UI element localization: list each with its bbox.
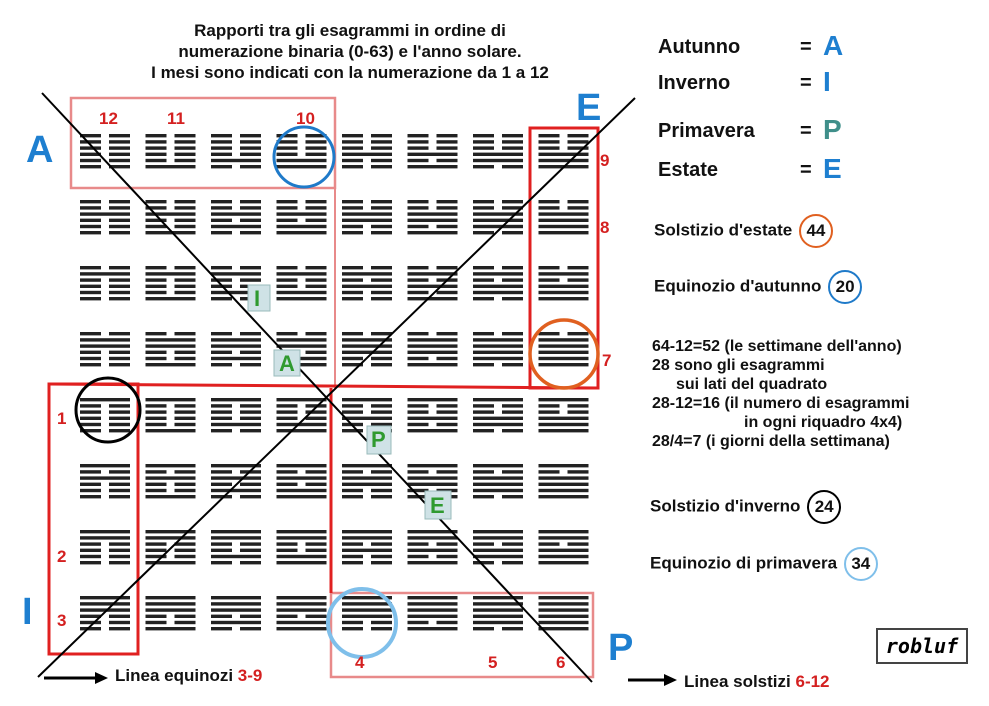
legend-eq: = [800, 159, 812, 181]
hexagram [408, 134, 458, 168]
hexagram [408, 596, 458, 630]
hexagram [146, 332, 196, 366]
label-range: 3-9 [237, 666, 263, 685]
hexagram [277, 530, 327, 564]
hexagram [211, 398, 261, 432]
legend-eq: = [800, 120, 812, 142]
hexagram [277, 134, 327, 168]
event-solstizio-inverno [650, 490, 841, 524]
hexagram [539, 266, 589, 300]
hexagram [211, 332, 261, 366]
hexagram [473, 332, 523, 366]
hexagram [277, 266, 327, 300]
hexagram [277, 596, 327, 630]
circle-24 [76, 378, 140, 442]
hexagram [539, 332, 589, 366]
legend-eq: = [800, 72, 812, 94]
hexagram [80, 530, 130, 564]
event-solstizio-estate [654, 214, 833, 248]
month-1: 1 [57, 409, 67, 428]
note-line: 64-12=52 (le settimane dell'anno) [652, 338, 902, 355]
legend-letter: E [823, 153, 842, 184]
hexagram [146, 596, 196, 630]
hexagram [211, 134, 261, 168]
hexagram [80, 464, 130, 498]
legend-estate [658, 153, 842, 184]
legend-letter: P [823, 114, 842, 145]
legend-eq: = [800, 36, 812, 58]
hexagram [342, 596, 392, 630]
event-number: 24 [807, 490, 841, 524]
month-12: 12 [99, 109, 118, 128]
diagram-title [90, 20, 610, 83]
event-equinozio-primavera [650, 547, 878, 581]
month-10: 10 [296, 109, 315, 128]
legend-name: Estate [658, 159, 719, 181]
title-line-1: Rapporti tra gli esagrammi in ordine di [194, 21, 506, 40]
hexagram [539, 530, 589, 564]
note-line: in ogni riquadro 4x4) [744, 414, 903, 431]
hexagram [342, 530, 392, 564]
title-line-3: I mesi sono indicati con la numerazione da 1 a 12 [151, 63, 549, 82]
hexagram [342, 464, 392, 498]
hexagram [277, 200, 327, 234]
hexagram [80, 200, 130, 234]
label-linea-solstizi [684, 672, 830, 692]
note-line: sui lati del quadrato [676, 376, 828, 393]
hexagram [408, 398, 458, 432]
label-linea-equinozi [115, 666, 262, 686]
hexagram [408, 332, 458, 366]
legend-letter: A [823, 30, 844, 61]
hexagram [342, 200, 392, 234]
hexagram [80, 332, 130, 366]
hexagram [539, 464, 589, 498]
hexagram [539, 596, 589, 630]
label-text: Linea solstizi [684, 672, 796, 691]
month-4: 4 [355, 653, 365, 672]
month-5: 5 [488, 653, 498, 672]
signature-box: robluf [876, 628, 968, 664]
hexagram [473, 266, 523, 300]
corner-a: A [26, 129, 54, 171]
hexagram [473, 398, 523, 432]
note-line: 28-12=16 (il numero di esagrammi [652, 395, 910, 412]
marker-p: P [371, 427, 386, 452]
legend-primavera [658, 114, 842, 145]
month-9: 9 [600, 151, 610, 170]
corner-p: P [608, 627, 634, 669]
corner-i: I [22, 591, 33, 633]
hexagram [473, 464, 523, 498]
hexagram [146, 134, 196, 168]
arrow-equinozi [95, 672, 108, 684]
marker-e: E [430, 493, 445, 518]
hexagram [473, 200, 523, 234]
legend-autunno [658, 30, 844, 61]
hexagram [473, 530, 523, 564]
notes [652, 337, 909, 451]
hexagram [408, 200, 458, 234]
legend-name: Autunno [658, 36, 741, 58]
event-label: Solstizio d'inverno [650, 496, 801, 516]
month-3: 3 [57, 611, 67, 630]
marker-i: I [254, 286, 261, 311]
label-range: 6-12 [795, 672, 830, 691]
corner-e: E [576, 87, 602, 129]
note-line: 28/4=7 (i giorni della settimana) [652, 433, 890, 450]
month-6: 6 [556, 653, 566, 672]
hexagram [80, 398, 130, 432]
event-label: Equinozio d'autunno [654, 276, 822, 296]
event-label: Solstizio d'estate [654, 220, 793, 240]
title-line-2: numerazione binaria (0-63) e l'anno solare. [178, 42, 522, 61]
month-8: 8 [600, 218, 610, 237]
hexagram [539, 200, 589, 234]
hexagram [80, 266, 130, 300]
marker-a: A [279, 351, 295, 376]
hexagram [473, 134, 523, 168]
hexagram [146, 266, 196, 300]
month-7: 7 [602, 351, 612, 370]
arrow-solstizi [664, 674, 677, 686]
note-line: 28 sono gli esagrammi [652, 357, 825, 374]
event-number: 20 [828, 270, 862, 304]
hexagram [211, 530, 261, 564]
legend-letter: I [823, 66, 831, 97]
event-number: 44 [799, 214, 833, 248]
legend-name: Primavera [658, 120, 755, 142]
month-11: 11 [167, 109, 185, 128]
hexagram [146, 464, 196, 498]
hexagram [277, 464, 327, 498]
hexagram [211, 200, 261, 234]
hexagram [342, 134, 392, 168]
label-text: Linea equinozi [115, 666, 238, 685]
hexagram [539, 398, 589, 432]
event-label: Equinozio di primavera [650, 553, 838, 573]
event-equinozio-autunno [654, 270, 862, 304]
hexagram [342, 332, 392, 366]
month-2: 2 [57, 547, 67, 566]
hexagram [342, 266, 392, 300]
legend-name: Inverno [658, 72, 731, 94]
circle-20 [274, 127, 334, 187]
hexagram [80, 134, 130, 168]
hexagram [408, 530, 458, 564]
event-number: 34 [844, 547, 878, 581]
legend-inverno [658, 66, 831, 97]
hexagram [211, 596, 261, 630]
hexagram [146, 398, 196, 432]
